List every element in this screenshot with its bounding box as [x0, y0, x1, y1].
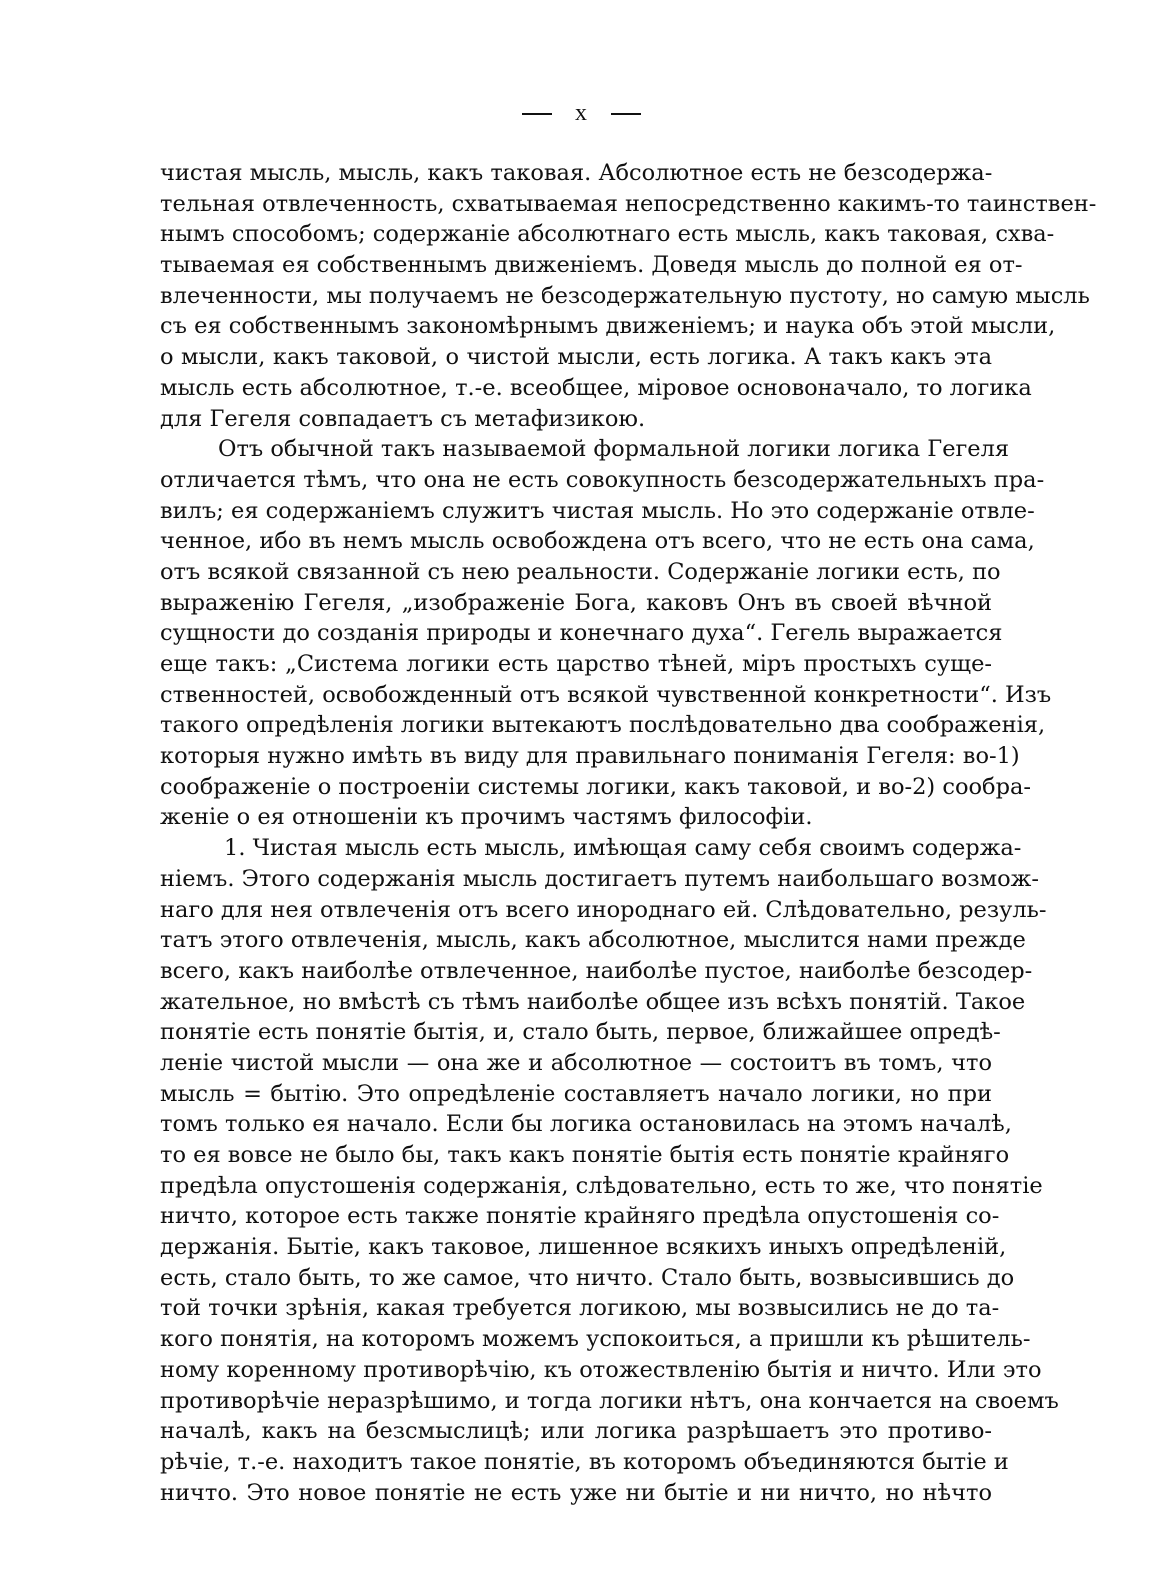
- text-line: началѣ, какъ на безсмыслицѣ; или логика разрѣшаетъ это противо-: [160, 1418, 992, 1445]
- text-line: тельная отвлеченность, схватываемая непосредственно какимъ-то таинствен-: [160, 190, 1097, 217]
- page-header: [0, 98, 1163, 127]
- text-line: мысль есть абсолютное, т.-е. всеобщее, міровое основоначало, то логика: [160, 374, 1032, 401]
- text-line: ственностей, освобожденный отъ всякой чувственной конкретности“. Изъ: [160, 681, 1052, 708]
- text-line: чистая мысль, мысль, какъ таковая. Абсолютное есть не безсодержа-: [160, 160, 993, 186]
- text-line: ничто. Это новое понятіе не есть уже ни бытіе и ни ничто, но нѣчто: [160, 1479, 992, 1506]
- text-line: татъ этого отвлеченія, мысль, какъ абсолютное, мыслится нами прежде: [160, 927, 1026, 954]
- text-line: сущности до созданія природы и конечнаго духа“. Гегель выражается: [160, 620, 1003, 647]
- text-line: ченное, ибо въ немъ мысль освобождена отъ всего, что не есть она сама,: [160, 528, 1035, 555]
- text-line: влеченности, мы получаемъ не безсодержательную пустоту, но самую мысль: [160, 282, 1090, 309]
- text-line: понятіе есть понятіе бытія, и, стало быть, первое, ближайшее опредѣ-: [160, 1019, 1001, 1046]
- header-dash-left: [522, 113, 552, 115]
- text-line: которыя нужно имѣть въ виду для правильнаго пониманія Гегеля: во-1): [160, 743, 1020, 770]
- text-line: той точки зрѣнія, какая требуется логикою, мы возвысились не до та-: [160, 1295, 1000, 1322]
- text-line: наго для нея отвлеченія отъ всего инороднаго ей. Слѣдовательно, резуль-: [160, 896, 1047, 923]
- text-line: о мысли, какъ таковой, о чистой мысли, есть логика. А такъ какъ эта: [160, 344, 992, 371]
- text-line: ніемъ. Этого содержанія мысль достигаетъ путемъ наибольшаго возмож-: [160, 865, 1039, 892]
- text-line: жательное, но вмѣстѣ съ тѣмъ наиболѣе общее изъ всѣхъ понятій. Такое: [160, 988, 1026, 1015]
- text-line: есть, стало быть, то же самое, что ничто. Стало быть, возвысившись до: [160, 1264, 1015, 1291]
- text-line: томъ только ея начало. Если бы логика остановилась на этомъ началѣ,: [160, 1111, 1012, 1138]
- text-line: вилъ; ея содержаніемъ служитъ чистая мысль. Но это содержаніе отвле-: [160, 497, 1035, 524]
- text-line: для Гегеля совпадаетъ съ метафизикою.: [160, 405, 646, 432]
- text-line: леніе чистой мысли — она же и абсолютное — состоитъ въ томъ, что: [160, 1049, 992, 1076]
- text-line: такого опредѣленія логики вытекаютъ послѣдовательно два соображенія,: [160, 712, 1046, 739]
- text-line: нымъ способомъ; содержаніе абсолютнаго есть мысль, какъ таковая, схва-: [160, 221, 1055, 248]
- page-number: x: [575, 100, 588, 126]
- text-line: предѣла опустошенія содержанія, слѣдовательно, есть то же, что понятіе: [160, 1172, 1043, 1199]
- text-line: 1. Чистая мысль есть мысль, имѣющая саму себя своимъ содержа-: [224, 835, 1022, 862]
- text-line: противорѣчіе неразрѣшимо, и тогда логики нѣтъ, она кончается на своемъ: [160, 1387, 1059, 1414]
- text-line: кого понятія, на которомъ можемъ успокоиться, а пришли къ рѣшитель-: [160, 1326, 1031, 1353]
- text-line: рѣчіе, т.-е. находитъ такое понятіе, въ которомъ объединяются бытіе и: [160, 1448, 1009, 1475]
- body-text: [160, 158, 1097, 1508]
- text-line: ничто, которое есть также понятіе крайняго предѣла опустошенія со-: [160, 1203, 1000, 1230]
- text-line: отличается тѣмъ, что она не есть совокупность безсодержательныхъ пра-: [160, 466, 1045, 493]
- text-line: мысль = бытію. Это опредѣленіе составляетъ начало логики, но при: [160, 1080, 992, 1107]
- text-line: еще такъ: „Система логики есть царство тѣней, міръ простыхъ суще-: [160, 651, 992, 677]
- text-line: отъ всякой связанной съ нею реальности. Содержаніе логики есть, по: [160, 558, 1001, 585]
- header-dash-right: [611, 113, 641, 115]
- text-line: съ ея собственнымъ закономѣрнымъ движеніемъ; и наука объ этой мысли,: [160, 313, 1056, 340]
- text-line: выраженію Гегеля, „изображеніе Бога, каковъ Онъ въ своей вѣчной: [160, 589, 992, 616]
- text-line: тываемая ея собственнымъ движеніемъ. Доведя мысль до полной ея от-: [160, 252, 1023, 279]
- text-line: ному коренному противорѣчію, къ отожествленію бытія и ничто. Или это: [160, 1356, 1042, 1383]
- text-line: соображеніе о построеніи системы логики, какъ таковой, и во-2) сообра-: [160, 773, 1031, 800]
- text-line: держанія. Бытіе, какъ таковое, лишенное всякихъ иныхъ опредѣленій,: [160, 1234, 1007, 1261]
- text-line: Отъ обычной такъ называемой формальной логики логика Гегеля: [218, 436, 1010, 463]
- text-line: женіе о ея отношеніи къ прочимъ частямъ философіи.: [160, 804, 813, 831]
- text-line: всего, какъ наиболѣе отвлеченное, наиболѣе пустое, наиболѣе безсодер-: [160, 957, 1033, 984]
- text-line: то ея вовсе не было бы, такъ какъ понятіе бытія есть понятіе крайняго: [160, 1142, 1010, 1168]
